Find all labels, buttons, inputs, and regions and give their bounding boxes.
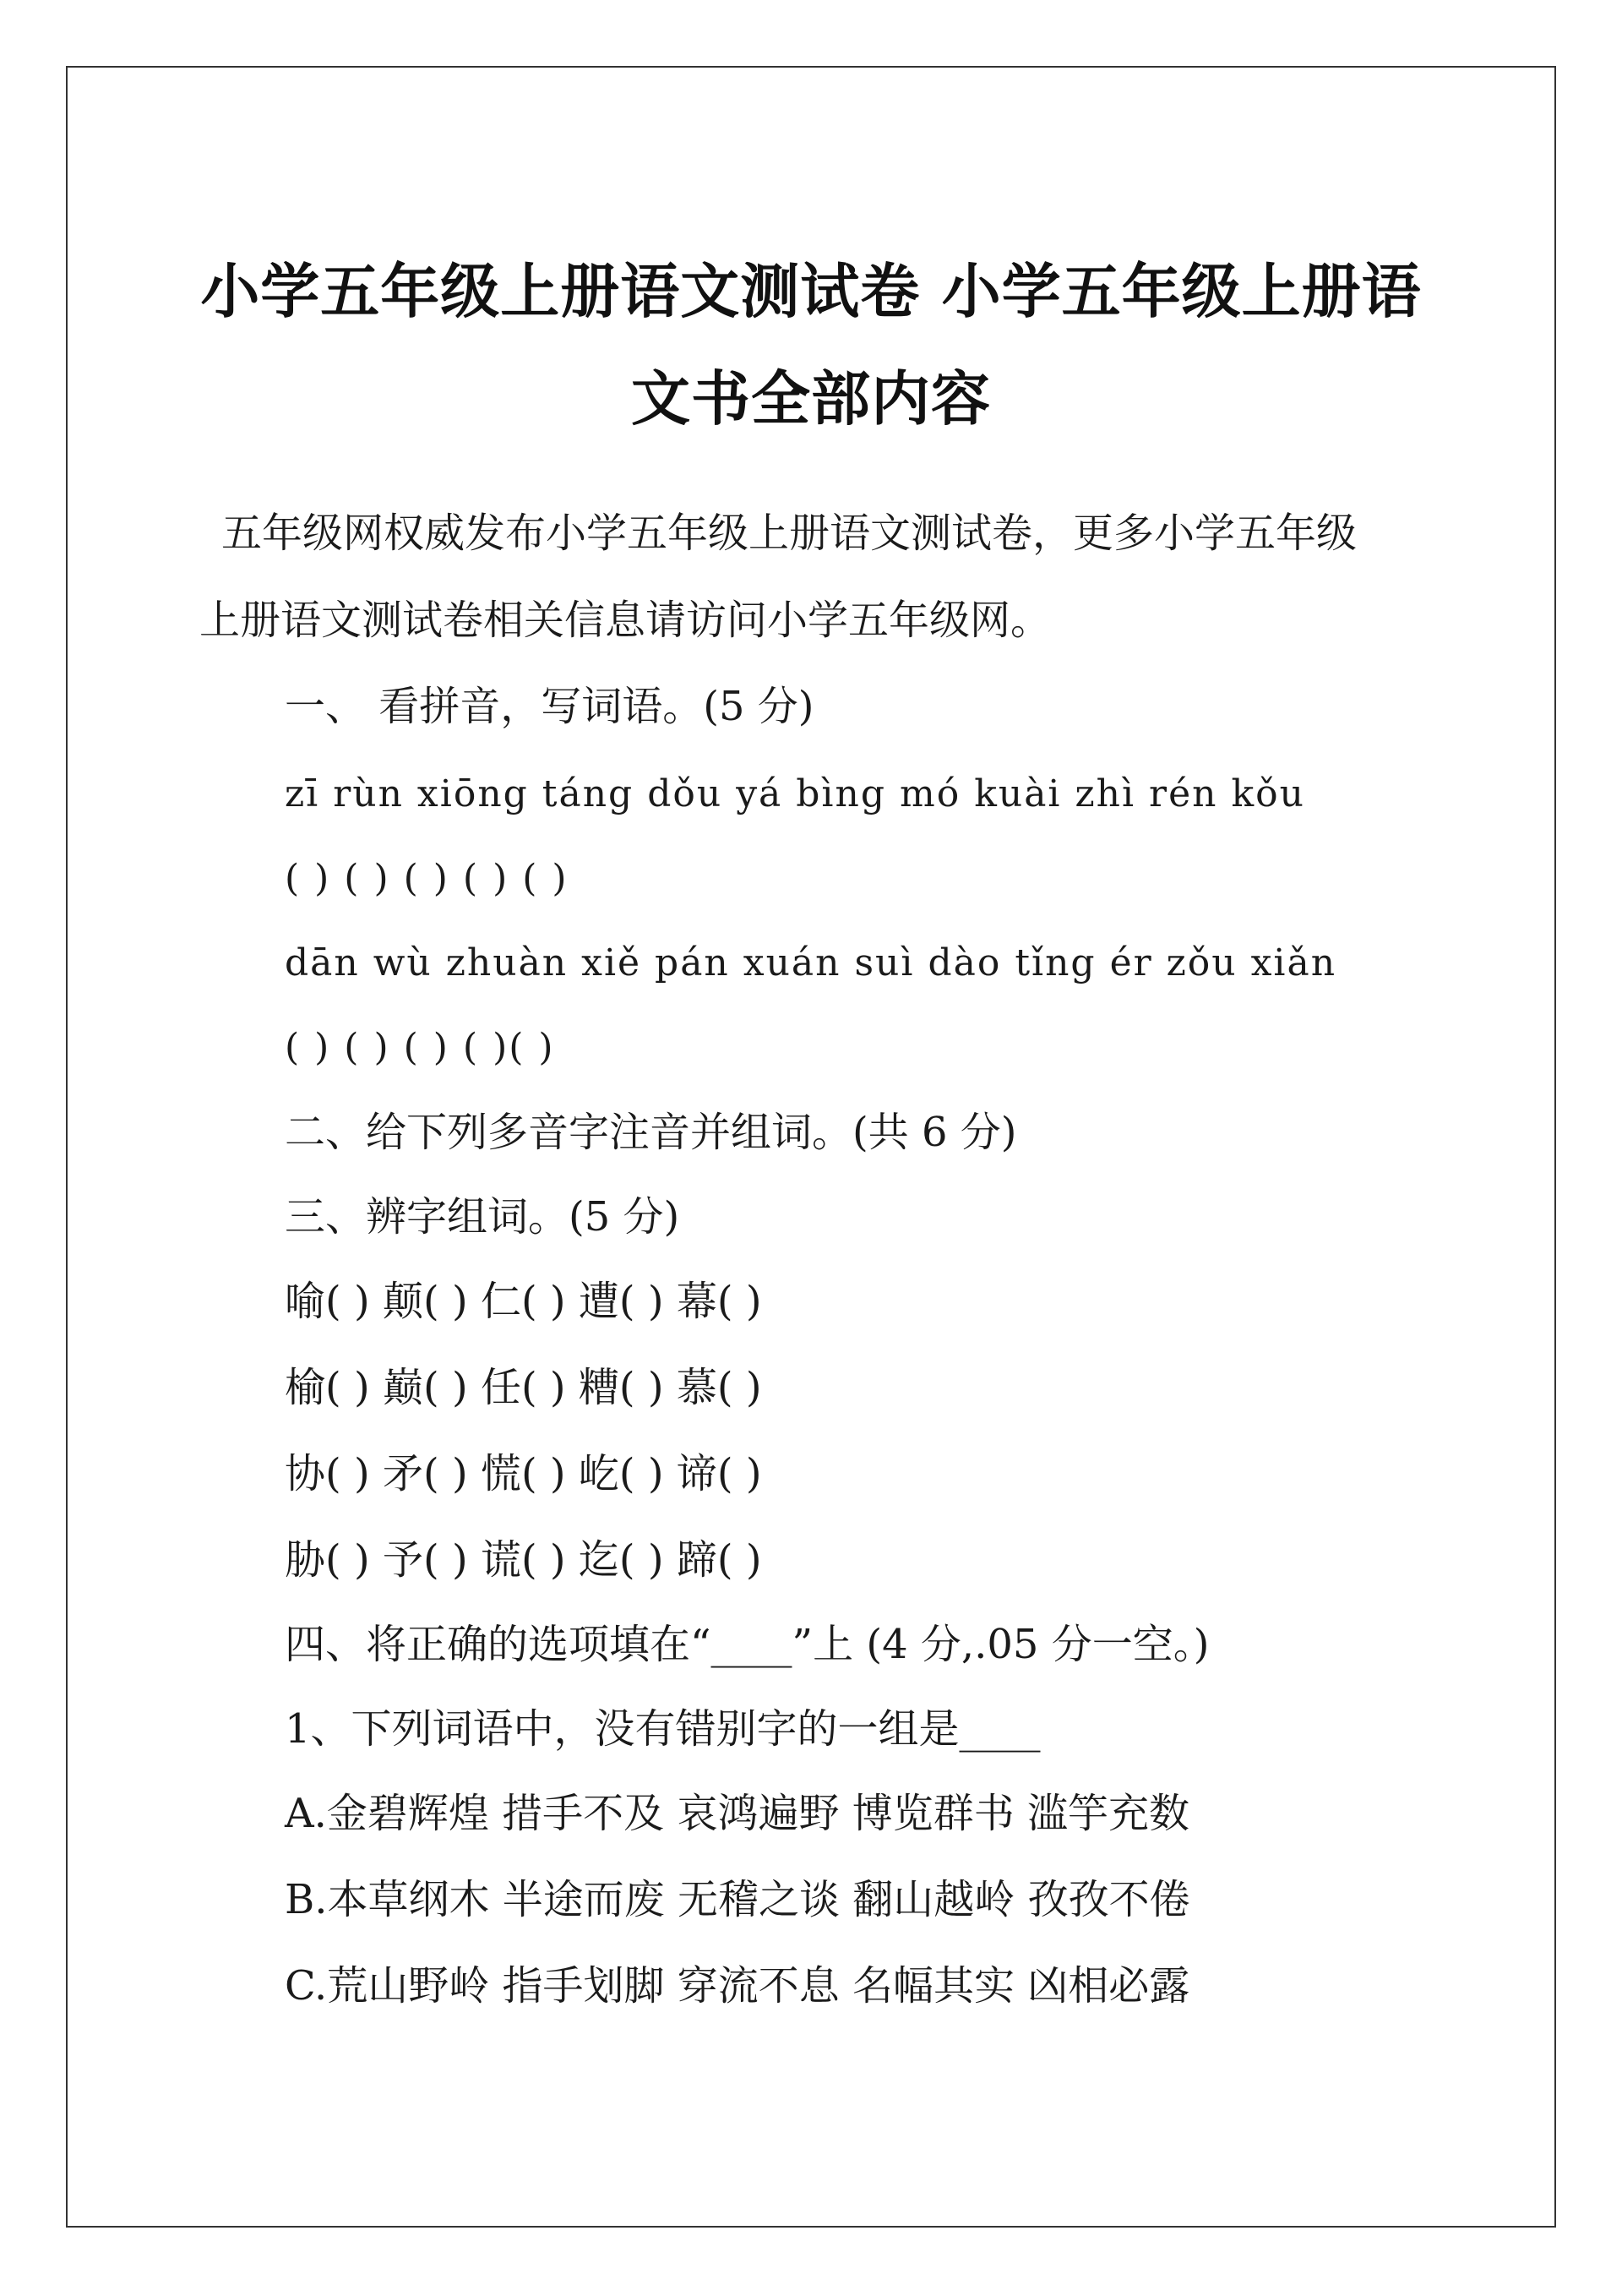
section-3-heading: 三、辨字组词。(5 分) bbox=[285, 1193, 680, 1241]
option-b: B.本草纲木 半途而废 无稽之谈 翻山越岭 孜孜不倦 bbox=[285, 1876, 1190, 1923]
option-a: A.金碧辉煌 措手不及 哀鸿遍野 博览群书 滥竽充数 bbox=[285, 1790, 1189, 1837]
answer-blanks-row-1: ( ) ( ) ( ) ( ) ( ) bbox=[285, 857, 569, 900]
char-group-row-1: 喻( ) 颠( ) 仁( ) 遭( ) 幕( ) bbox=[285, 1278, 762, 1325]
section-1-heading: 一、 看拼音，写词语。(5 分) bbox=[285, 683, 814, 730]
pinyin-row-1: zī rùn xiōng táng dǒu yá bìng mó kuài zhì rén kǒu bbox=[285, 772, 1305, 815]
intro-paragraph-line-1: 五年级网权威发布小学五年级上册语文测试卷，更多小学五年级 bbox=[221, 510, 1358, 557]
option-c: C.荒山野岭 指手划脚 穿流不息 名幅其实 凶相必露 bbox=[285, 1962, 1190, 2010]
answer-blanks-row-2: ( ) ( ) ( ) ( )( ) bbox=[285, 1026, 555, 1069]
intro-paragraph-line-2: 上册语文测试卷相关信息请访问小学五年级网。 bbox=[199, 597, 1052, 644]
char-group-row-3: 协( ) 矛( ) 慌( ) 屹( ) 谛( ) bbox=[285, 1450, 762, 1497]
char-group-row-2: 榆( ) 巅( ) 任( ) 糟( ) 慕( ) bbox=[285, 1364, 762, 1411]
question-1: 1、下列词语中，没有错别字的一组是____ bbox=[285, 1705, 1041, 1753]
pinyin-row-2: dān wù zhuàn xiě pán xuán suì dào tǐng ér zǒu xiǎn bbox=[285, 941, 1337, 984]
char-group-row-4: 胁( ) 予( ) 谎( ) 迄( ) 蹄( ) bbox=[285, 1536, 762, 1584]
section-4-heading: 四、将正确的选项填在“____”上 (4 分,.05 分一空。) bbox=[285, 1621, 1210, 1668]
document-title-line-1: 小学五年级上册语文测试卷 小学五年级上册语 bbox=[200, 256, 1422, 326]
section-2-heading: 二、给下列多音字注音并组词。(共 6 分) bbox=[285, 1109, 1017, 1156]
document-title-line-2: 文书全部内容 bbox=[631, 363, 991, 434]
